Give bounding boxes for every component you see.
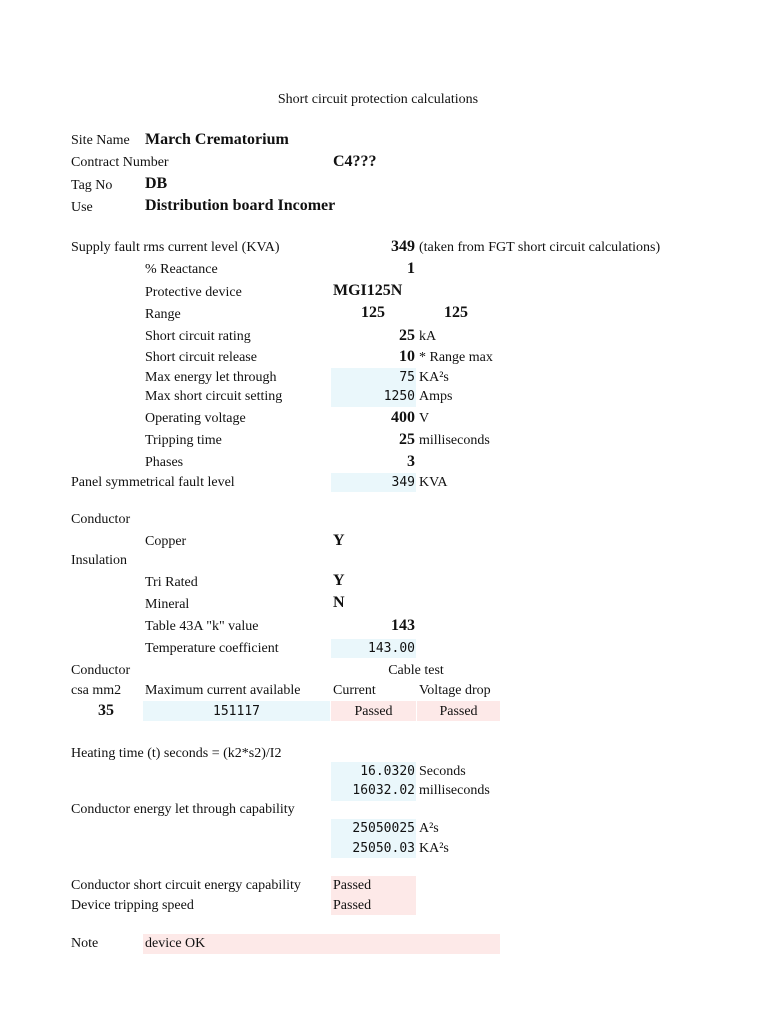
supply-note: (taken from FGT short circuit calculations)	[419, 240, 661, 255]
copper-value: Y	[333, 532, 345, 549]
trip-speed-label: Device tripping speed	[71, 898, 194, 913]
reactance-label: % Reactance	[145, 262, 218, 277]
csa-value: 35	[98, 702, 114, 719]
energy-label: Max energy let through	[145, 370, 277, 385]
tempcoef-label: Temperature coefficient	[145, 641, 279, 656]
k-value: 143	[391, 617, 415, 634]
max-current-label: Maximum current available	[145, 683, 301, 698]
panel-unit: KVA	[419, 475, 448, 490]
csa-label: csa mm2	[71, 683, 122, 698]
phases-label: Phases	[145, 455, 184, 470]
sc-rating-value: 25	[399, 327, 415, 344]
contract-label: Contract Number	[71, 155, 169, 170]
panel-value: 349	[391, 475, 415, 490]
trip-speed-result: Passed	[333, 898, 372, 913]
energy-unit: KA²s	[419, 370, 449, 385]
copper-label: Copper	[145, 534, 187, 549]
vdrop-label: Voltage drop	[419, 683, 491, 698]
trip-label: Tripping time	[145, 433, 222, 448]
range-label: Range	[145, 307, 181, 322]
energy-a2s-unit: A²s	[419, 821, 439, 836]
mineral-label: Mineral	[145, 597, 190, 612]
max-current-value: 151117	[213, 704, 260, 719]
use-value: Distribution board Incomer	[145, 197, 336, 214]
conductor-heading: Conductor	[71, 512, 131, 527]
sc-setting-label: Max short circuit setting	[145, 389, 283, 404]
supply-value: 349	[391, 238, 415, 255]
heating-ms-value: 16032.02	[352, 783, 415, 798]
note-value: device OK	[145, 936, 206, 951]
heating-seconds-unit: Seconds	[419, 764, 466, 779]
cable-conductor-label: Conductor	[71, 663, 131, 678]
reactance-value: 1	[407, 260, 415, 277]
tempcoef-value: 143.00	[368, 641, 415, 656]
trirated-label: Tri Rated	[145, 575, 198, 590]
site-name-value: March Crematorium	[145, 131, 289, 148]
note-label: Note	[71, 936, 99, 951]
range-value-1: 125	[361, 304, 385, 321]
panel-label: Panel symmetrical fault level	[71, 475, 235, 490]
mineral-value: N	[333, 594, 345, 611]
contract-value: C4???	[333, 153, 377, 170]
sc-release-value: 10	[399, 348, 415, 365]
energy-value: 75	[399, 370, 415, 385]
heating-label: Heating time (t) seconds = (k2*s2)/I2	[71, 746, 282, 761]
current-label: Current	[333, 683, 376, 698]
trip-value: 25	[399, 431, 415, 448]
device-value: MGI125N	[333, 282, 403, 299]
cable-test-label: Cable test	[388, 663, 444, 678]
sc-setting-unit: Amps	[419, 389, 453, 404]
vdrop-result: Passed	[439, 704, 478, 719]
trirated-value: Y	[333, 572, 345, 589]
phases-value: 3	[407, 453, 415, 470]
voltage-label: Operating voltage	[145, 411, 246, 426]
sc-release-unit: * Range max	[419, 350, 493, 365]
page-title: Short circuit protection calculations	[277, 92, 479, 107]
tag-value: DB	[145, 175, 168, 192]
k-value-label: Table 43A "k" value	[145, 619, 259, 634]
energy-a2s-value: 25050025	[352, 821, 415, 836]
current-result: Passed	[354, 704, 393, 719]
sc-rating-unit: kA	[419, 329, 437, 344]
voltage-unit: V	[419, 411, 430, 426]
energy-capability-label: Conductor energy let through capability	[71, 802, 295, 817]
energy-ka2s-value: 25050.03	[352, 841, 415, 856]
trip-unit: milliseconds	[419, 433, 490, 448]
sc-release-label: Short circuit release	[145, 350, 257, 365]
use-label: Use	[71, 200, 93, 215]
sc-setting-value: 1250	[383, 389, 415, 404]
insulation-heading: Insulation	[71, 553, 127, 568]
energy-ka2s-unit: KA²s	[419, 841, 449, 856]
heating-seconds-value: 16.0320	[360, 764, 415, 779]
sc-rating-label: Short circuit rating	[145, 329, 251, 344]
device-label: Protective device	[145, 285, 242, 300]
site-name-label: Site Name	[71, 133, 130, 148]
heating-ms-unit: milliseconds	[419, 783, 490, 798]
supply-label: Supply fault rms current level (KVA)	[71, 240, 280, 255]
voltage-value: 400	[391, 409, 415, 426]
tag-label: Tag No	[71, 178, 113, 193]
sc-energy-label: Conductor short circuit energy capability	[71, 878, 301, 893]
sc-energy-result: Passed	[333, 878, 372, 893]
range-value-2: 125	[444, 304, 468, 321]
